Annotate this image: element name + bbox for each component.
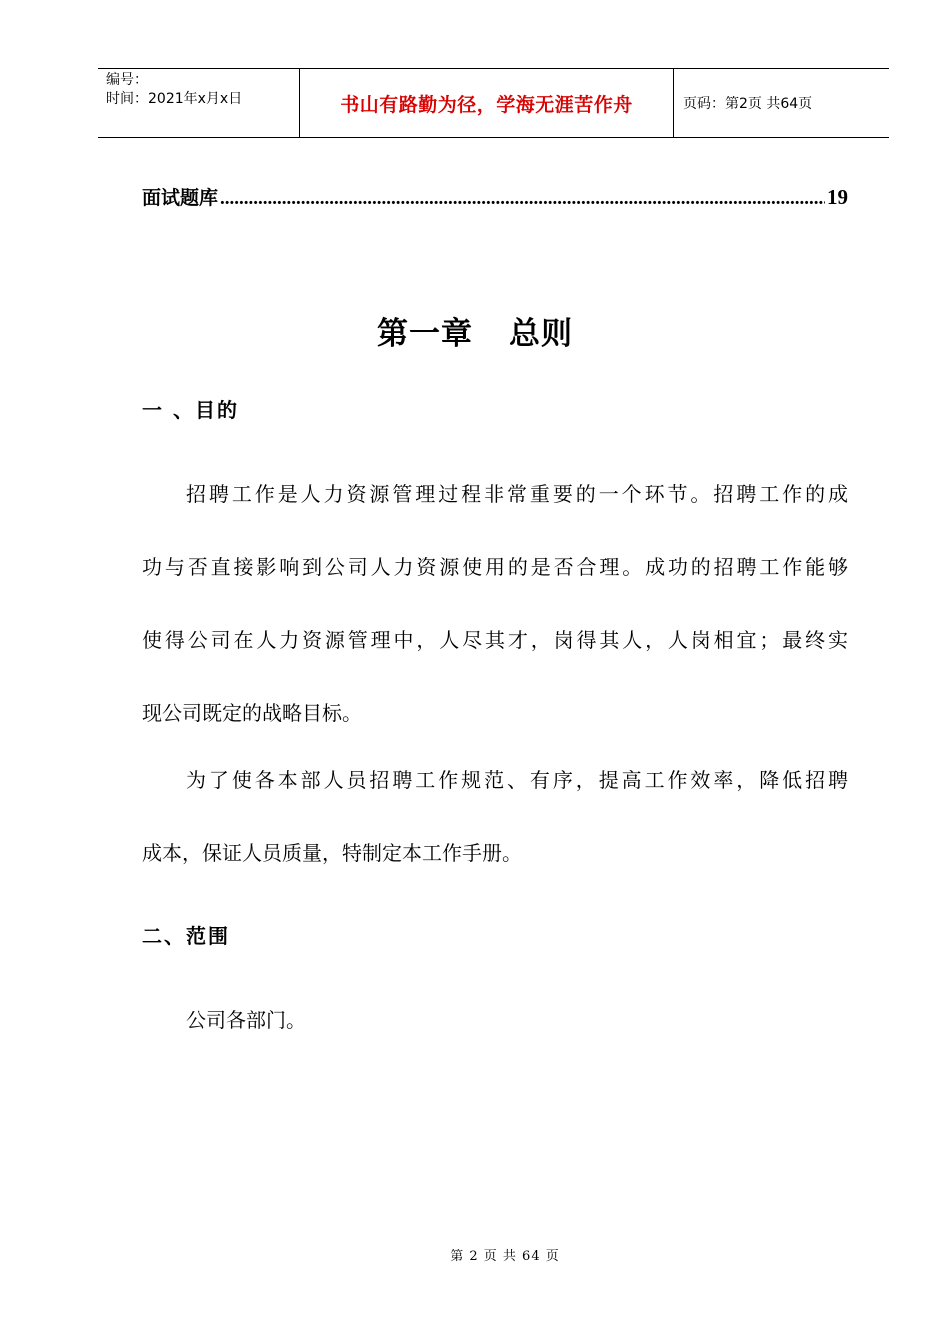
paragraph-line: 招聘工作是人力资源管理过程非常重要的一个环节。招聘工作的成 [186, 482, 848, 506]
header-meta-cell [98, 69, 300, 137]
header-page-info: 页码：第2页 共64页 [683, 96, 813, 112]
section-heading-purpose: 一 、目的 [142, 398, 239, 422]
toc-entry-label: 面试题库 [142, 187, 219, 209]
header-motto: 书山有路勤为径，学海无涯苦作舟 [300, 69, 674, 137]
toc-leader-dots [220, 188, 825, 210]
chapter-title [0, 308, 950, 353]
paragraph-line: 公司各部门。 [186, 1008, 306, 1032]
time-label: 时间：2021年x月x日 [106, 91, 243, 107]
toc-entry[interactable] [142, 178, 848, 210]
page-header [98, 68, 889, 138]
paragraph-line: 功与否直接影响到公司人力资源使用的是否合理。成功的招聘工作能够 [142, 555, 848, 579]
chapter-name: 总则 [509, 316, 573, 352]
page-footer: 第 2 页 共 64 页 [450, 1249, 560, 1264]
section-heading-scope: 二、范围 [142, 924, 230, 948]
paragraph-line: 使得公司在人力资源管理中，人尽其才，岗得其人，人岗相宜；最终实 [142, 628, 848, 652]
paragraph-line: 成本，保证人员质量，特制定本工作手册。 [142, 841, 522, 865]
toc-entry-page: 19 [827, 185, 848, 209]
paragraph-line: 现公司既定的战略目标。 [142, 701, 362, 725]
serial-label: 编号： [106, 72, 148, 88]
chapter-number: 第一章 [377, 316, 473, 352]
paragraph-line: 为了使各本部人员招聘工作规范、有序，提高工作效率，降低招聘 [186, 768, 848, 792]
